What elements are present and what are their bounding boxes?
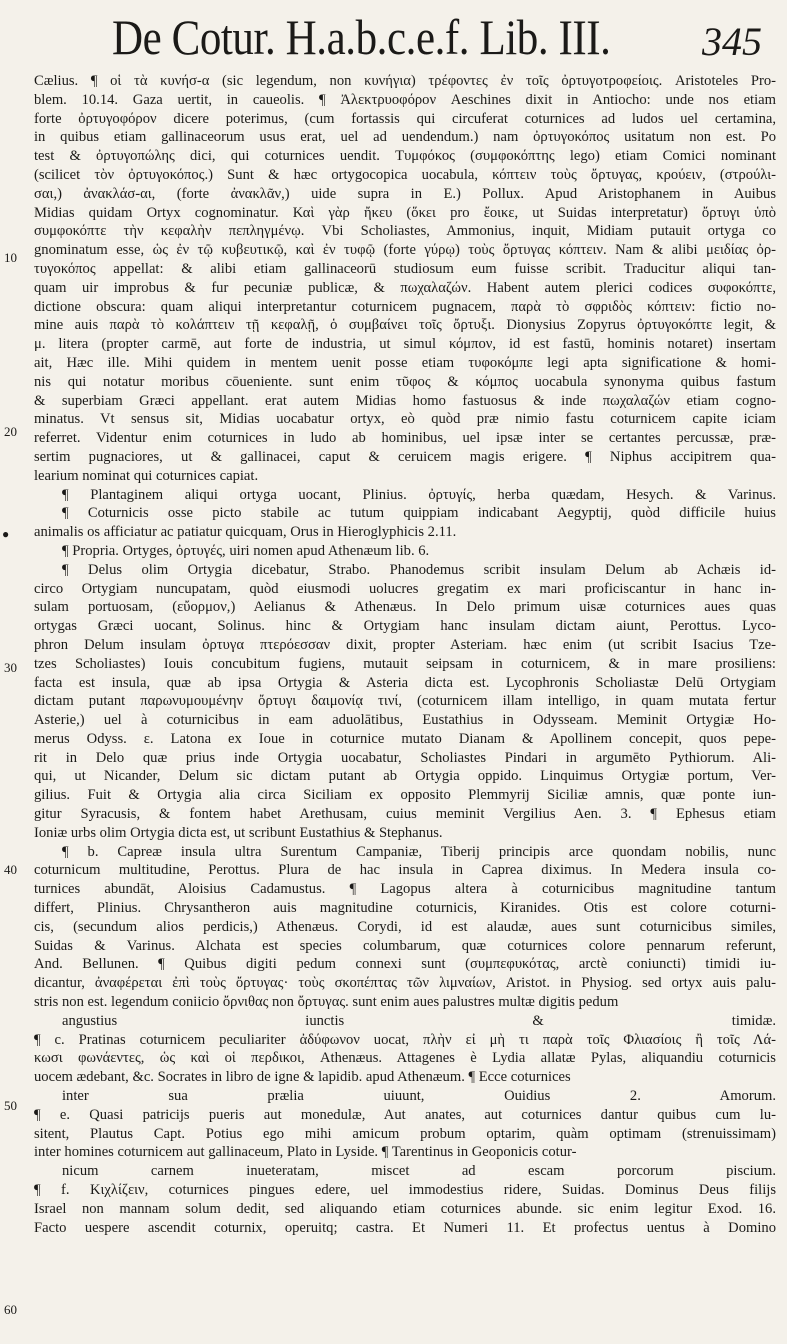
running-head: De Cotur. H.a.b.c.e.f. Lib. III. xyxy=(112,9,611,65)
text-line: μ. litera (propter carmē, aut forte de industria, ut simul κόμπον, id est fastū, hominis notaret) insertam xyxy=(34,336,776,353)
margin-bullet: ● xyxy=(2,527,10,541)
text-line: in quibus etiam gallinaceorum usus erat, uel ad uendendum.) nam ὀρτυγοκόπος usitatum non est. Po xyxy=(34,129,776,146)
text-line: ¶ f. Κιχλίζειν, coturnices pingues edere, uel immodestius ridere, Suidas. Dominus Deus filijs xyxy=(34,1182,776,1199)
text-line: gitur Syracusis, & fontem habet Arethusam, cuius meminit Vergilius Aen. 3. ¶ Ephesus etiam xyxy=(34,806,776,823)
text-line: & superbiam Græci appellant. erat autem Midias homo fastuosus & inde πωχαλαζών etiam cogno- xyxy=(34,392,776,409)
text-line: σαι,) ἀνακλάσ-αι, (forte ἀνακλᾶν,) uide supra in E.) Pollux. Apud Aristophanem in Auibus xyxy=(34,185,776,202)
text-line: dictione obscura: quam aliqui interpretantur coturnicem pugnacem, παρὰ τὸ σφριδὸς κόπτειν: fictio no- xyxy=(34,298,776,315)
text-line: inter sua prælia uiuunt, Ouidius 2. Amorum. xyxy=(62,1088,776,1105)
text-line: ¶ b. Capreæ insula ultra Surentum Campaniæ, Tiberij principis arce quondam nobilis, nunc xyxy=(62,843,776,860)
text-line: mine auis παρὰ τὸ κολάπτειν τῇ κεφαλῇ, ὁ συμβαίνει τοῖς ὄρτυξι. Dionysius Zopyrus ὀρτυγοκόπτε legit, & xyxy=(34,317,776,334)
text-line: coturnicum multitudine, Perottus. Plura de hac insula in Caprea diximus. In Medera insula co- xyxy=(34,862,776,879)
text-line: uocem ædebant, &c. Socrates in libro de igne & lapidib. apud Athenæum. ¶ Ecce coturnices xyxy=(34,1069,571,1086)
margin-number: 10 xyxy=(4,250,17,265)
text-line: ¶ c. Pratinas coturnicem peculiariter ἀδύφωνον uocat, πλὴν εἰ μὴ τι παρὰ τοῖς Φλιασίοις ἢ τοῖς Λά- xyxy=(34,1031,776,1048)
text-line: gnominatum esse, ὡς ἐν τῷ κυβευτικῷ, καὶ ἐν τυφῷ (forte γύρῳ) τοὺς ὄρτυγας κόπτειν. Nam & alibi μειδίας ὀρ- xyxy=(34,242,776,259)
text-line: dicantur, ἀναφέρεται ἐπὶ τοὺς ὄρτυγας· τοὺς σκοπέπτας τῶν λιμναίων, Aristot. in Physiog. sed ortyx auis palu- xyxy=(34,975,776,992)
text-line: ¶ Delus olim Ortygia dicebatur, Strabo. Phanodemus scribit insulam Delum ab Achæis id- xyxy=(62,561,776,578)
text-line: ¶ e. Quasi patricijs pueris aut monedulæ, Aut anates, aut coturnices dantur quibus cum lu- xyxy=(34,1106,776,1123)
text-line: referret. Videntur enim coturnices in ludo ab hominibus, uel ipsæ inter se certantes percussæ, præ- xyxy=(34,430,776,447)
text-line: cis, (secundum alios perdicis,) Athenæus. Corydi, id est alaudæ, aues sunt coturnicibus similes, xyxy=(34,918,776,935)
text-line: sulam portuosam, (εὔορμον,) Aelianus & Athenæus. In Delo primum uisæ coturnices aues quas xyxy=(34,599,776,616)
text-line: qui, ut Nicander, Delum sic dictam putant ab Ortygia oppido. Linquimus Ortygiæ portum, Ver- xyxy=(34,768,776,785)
margin-number: 60 xyxy=(4,1302,17,1317)
body-text xyxy=(34,72,776,1237)
text-line: Asterie,) uel à coturnicibus in eam aduolātibus, Eustathius in Odysseam. Meminit Ortygiæ Ho- xyxy=(34,712,776,729)
text-line: nicum carnem inueteratam, miscet ad escam porcorum piscium. xyxy=(62,1163,776,1180)
text-line: ortygas Græci uocant, Solinus. hinc & Ortygiam hanc insulam dictam aiunt, Perottus. Lyco- xyxy=(34,618,776,635)
text-line: learium nominat qui coturnices capiat. xyxy=(34,467,259,484)
text-line: gilius. Fuit & Ortygia alia circa Siciliam ex opposito Plemmyrij Siciliæ amnis, quæ ponte iun- xyxy=(34,787,776,804)
text-line: Israel non mannam solum dedit, sed aliquando etiam coturnices abunde. sic enim legitur Exod. 16. xyxy=(34,1200,776,1217)
text-line: Suidas & Varinus. Alchata est species columbarum, quæ coturnices colore pennarum referunt, xyxy=(34,937,776,954)
margin-number: 20 xyxy=(4,424,17,439)
text-line: test & ὀρτυγοπώλης dici, qui coturnices uendit. Τυμφόκος (συμφοκόπτης lego) etiam Comici nominant xyxy=(34,148,776,165)
text-line: tzes Scholiastes) Iouis concubitum fugiens, mutauit seipsam in coturnicem, & in mare prosiliens: xyxy=(34,655,776,672)
text-line: ¶ Coturnicis osse picto stabile ac tutum quippiam indicabant Aegyptij, quòd difficile huius xyxy=(62,505,776,522)
margin-number: 40 xyxy=(4,862,17,877)
text-line: minatus. Vt sensus sit, Midias uocabatur ortyx, eò quòd præ nimio fastu coturnicem capite iciam xyxy=(34,411,776,428)
text-line: angustius iunctis & timidæ. xyxy=(62,1012,776,1029)
text-line: Midias quidam Ortyx cognominatur. Καὶ γὰρ ἤκευ (ὅκει pro ἔοικε, ut Suidas interpretatur) ὄρτυγι ὑπὸ xyxy=(34,204,776,221)
text-line: τυγοκόπος appellat: & alibi etiam gallinaceorū studiosum eum fuisse scribit. Traducitur aliqui tan- xyxy=(34,260,776,277)
text-line: ¶ Propria. Ortyges, ὀρτυγές, uiri nomen apud Athenæum lib. 6. xyxy=(62,542,430,559)
page-number: 345 xyxy=(702,19,762,64)
text-line: dictam putant παρωνυμουμένην ὄρτυγι δαιμονίᾳ τινί, (coturnicem illam intelligo, in quam mutata fertur xyxy=(34,693,776,710)
text-line: differt, Plinius. Chrysantheron auis magnitudine coturnicis, Kiranides. Otis est colore coturni- xyxy=(34,900,776,917)
text-line: Cælius. ¶ οἱ τὰ κυνήσ-α (sic legendum, non κυνήγια) τρέφοντες ἐν τοῖς ὀρτυγοτροφείοις. Aristoteles Pro- xyxy=(34,73,776,89)
text-line: stris non est. legendum coniicio ὄρνιθας non ὄρτυγας. sunt enim aues palustres multæ digitis pedum xyxy=(34,994,619,1011)
text-line: inter homines coturnicem aut gallinaceum, Plato in Lyside. ¶ Tarentinus in Geoponicis cotur- xyxy=(34,1144,577,1161)
margin-line-numbers xyxy=(0,0,34,1344)
text-line: quam uir improbus & fur pecuniæ publicæ, & πωχαλαζών. Habent autem plerici codices συφοκόπτε, xyxy=(34,279,776,296)
page-header xyxy=(112,6,762,68)
text-line: ¶ Plantaginem aliqui ortyga uocant, Plinius. ὀρτυγίς, herba quædam, Hesych. & Varinus. xyxy=(62,486,776,503)
text-line: facta est insula, quæ ab ipsa Ortygia & Asteria dicta est. Lycophronis Scholiastæ Delū Ortygiam xyxy=(34,674,776,691)
text-line: ait, Hæc ille. Mihi quidem in mentem uenit posse etiam τυφοκόμπε legi apta significatione & homi- xyxy=(34,354,776,371)
text-line: κωσι φωνάεντες, ὡς καὶ οἱ περδικοι, Athenæus. Attagenes è Lydia allatæ Pylas, aliquandiu coturnicis xyxy=(34,1050,776,1067)
text-line: sertim pugnaciores, ut & gallinacei, caput & ceruicem magis erigere. ¶ Niphus accipitrem qua- xyxy=(34,448,776,465)
text-line: turnices abundāt, Aloisius Cadamustus. ¶ Lagopus altera à coturnicibus magnitudine tantum xyxy=(34,881,776,898)
text-line: rit in Delo quæ prius inde Ortygia uocabatur, Scholiastes Pindari in argumēto Pythiorum. Ali- xyxy=(34,749,776,766)
text-line: And. Bellunen. ¶ Quibus digiti pedum connexi sunt (συμπεφυκότας, arctè coniuncti) timidi iu- xyxy=(34,956,776,973)
text-line: (scilicet τὸν ὀρτυγοκόπος.) Sunt & hæc ortygocopica uocabula, κόπτειν τοὺς ὄρτυγας, κρούειν, (στρούλι- xyxy=(34,166,776,183)
text-line: nis qui notatur moribus cōueniente. sunt enim τῦφος & κόμπος uocabula synonyma quibus fastum xyxy=(34,373,776,390)
text-line: animalis os afficiatur ac patiatur quicquam, Orus in Hieroglyphicis 2.11. xyxy=(34,524,457,541)
text-line: sitent, Plautus Capt. Potius ego mihi amicum probum optarim, quàm optimam (strenuissimam) xyxy=(34,1125,776,1142)
text-line: phron Delum insulam ὀρτυγα πτερόεσσαν dixit, propter Asteriam. hæc enim (ut scribit Isacius Tze- xyxy=(34,636,776,653)
text-line: forte ὀρτυγοφόρον dicere poterimus, (cum fortassis qui circuferat coturnices ad ludos uel certamina, xyxy=(34,110,776,127)
margin-number: 30 xyxy=(4,660,17,675)
text-line: συμφοκόπτε τὴν κεφαλὴν πεπληγμένῳ. Vbi Scholiastes, Ammonius, inquit, Midiam putauit ortyga co xyxy=(34,223,776,240)
text-line: Ioniæ urbs olim Ortygia dicta est, ut scribunt Eustathius & Stephanus. xyxy=(34,824,443,841)
text-line: merus Odyss. ε. Latona ex Ioue in coturnice mutato Dianam & Apollinem concepit, quos pepe- xyxy=(34,730,776,747)
text-line: Facto uespere ascendit coturnix, operuitq; castra. Et Numeri 11. Et profectus uentus à Domino xyxy=(34,1219,776,1236)
text-line: blem. 10.14. Gaza uertit, in caueolis. ¶ Ἀλεκτρυοφόρον Aeschines dixit in Antiocho: unde nos etiam xyxy=(34,91,776,108)
text-line: circo Ortygiam nuncupatam, quòd eiusmodi uolucres gregatim ex mari proficiscantur in hanc in- xyxy=(34,580,776,597)
margin-number: 50 xyxy=(4,1098,17,1113)
